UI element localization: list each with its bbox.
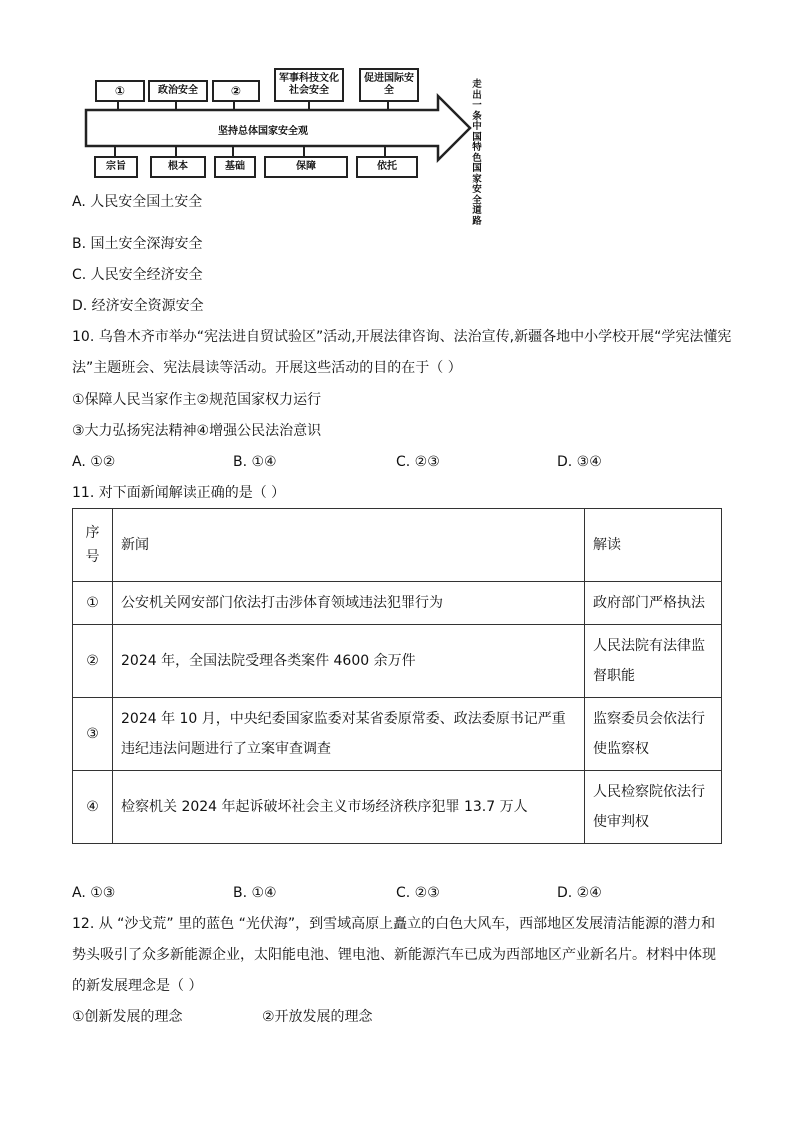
row-seq: ① [73,582,113,625]
q10-items-line-1: ①保障人民当家作主②规范国家权力运行 [72,392,322,408]
row-seq: ③ [73,698,113,771]
row-interpretation: 监察委员会依法行使监察权 [585,698,722,771]
q9-option-d: D. 经济安全资源安全 [72,298,204,314]
header-interpretation: 解读 [585,509,722,582]
q10-option-d: D. ③④ [557,454,602,470]
diagram-top-box-5: 促进国际安全 [359,68,419,102]
table-row [73,582,722,625]
q10-option-b: B. ①④ [233,454,277,470]
row-interpretation: 人民法院有法律监督职能 [585,625,722,698]
table-row [73,625,722,698]
diagram-bottom-box-5: 依托 [356,156,418,178]
diagram-bottom-box-3: 基础 [214,156,256,178]
q12-stem-line-2: 势头吸引了众多新能源企业，太阳能电池、锂电池、新能源汽车已成为西部地区产业新名片。材料中体现 [72,947,716,963]
q12-item-1: ①创新发展的理念 [72,1009,183,1025]
q11-option-c: C. ②③ [396,885,440,901]
q11-stem: 11. 对下面新闻解读正确的是（ ） [72,485,286,501]
row-interpretation: 政府部门严格执法 [585,582,722,625]
q12-stem-line-1: 12. 从 “沙戈荒” 里的蓝色 “光伏海”，到雪域高原上矗立的白色大风车，西部地区发展清洁能源的潜力和 [72,916,716,932]
diagram-right-text: 走出一条中国特色国家安全道路 [472,79,482,227]
diagram-top-box-4: 军事科技文化社会安全 [274,68,344,102]
row-news: 检察机关 2024 年起诉破坏社会主义市场经济秩序犯罪 13.7 万人 [113,771,585,844]
news-table [72,508,722,844]
q12-item-2: ②开放发展的理念 [262,1009,373,1025]
table-row [73,771,722,844]
q9-option-c: C. 人民安全经济安全 [72,267,203,283]
q11-option-b: B. ①④ [233,885,277,901]
row-seq: ④ [73,771,113,844]
q10-option-a: A. ①② [72,454,116,470]
row-news: 公安机关网安部门依法打击涉体育领域违法犯罪行为 [113,582,585,625]
q10-stem-line-2: 法”主题班会、宪法晨读等活动。开展这些活动的目的在于（ ） [72,360,462,376]
q11-option-d: D. ②④ [557,885,602,901]
table-header-row [73,509,722,582]
diagram-arrow-label: 坚持总体国家安全观 [218,126,308,137]
q9-option-b: B. 国土安全深海安全 [72,236,203,252]
q10-items-line-2: ③大力弘扬宪法精神④增强公民法治意识 [72,423,322,439]
header-seq: 序号 [73,509,113,582]
row-seq: ② [73,625,113,698]
row-news: 2024 年 10 月，中央纪委国家监委对某省委原常委、政法委原书记严重违纪违法问题进行了立案审查调查 [113,698,585,771]
diagram-bottom-box-2: 根本 [150,156,206,178]
q10-stem-line-1: 10. 乌鲁木齐市举办“宪法进自贸试验区”活动,开展法律咨询、法治宣传,新疆各地中小学校开展“学宪法懂宪 [72,329,732,345]
diagram-bottom-box-1: 宗旨 [94,156,138,178]
diagram-bottom-box-4: 保障 [264,156,348,178]
header-news: 新闻 [113,509,585,582]
row-news: 2024 年，全国法院受理各类案件 4600 余万件 [113,625,585,698]
table-row [73,698,722,771]
q12-stem-line-3: 的新发展理念是（ ） [72,978,203,994]
q10-option-c: C. ②③ [396,454,440,470]
q9-option-a: A. 人民安全国土安全 [72,194,203,210]
row-interpretation: 人民检察院依法行使审判权 [585,771,722,844]
diagram-top-box-1: ① [95,80,145,102]
diagram-top-box-2: 政治安全 [148,80,208,102]
q11-option-a: A. ①③ [72,885,116,901]
diagram-top-box-3: ② [212,80,260,102]
